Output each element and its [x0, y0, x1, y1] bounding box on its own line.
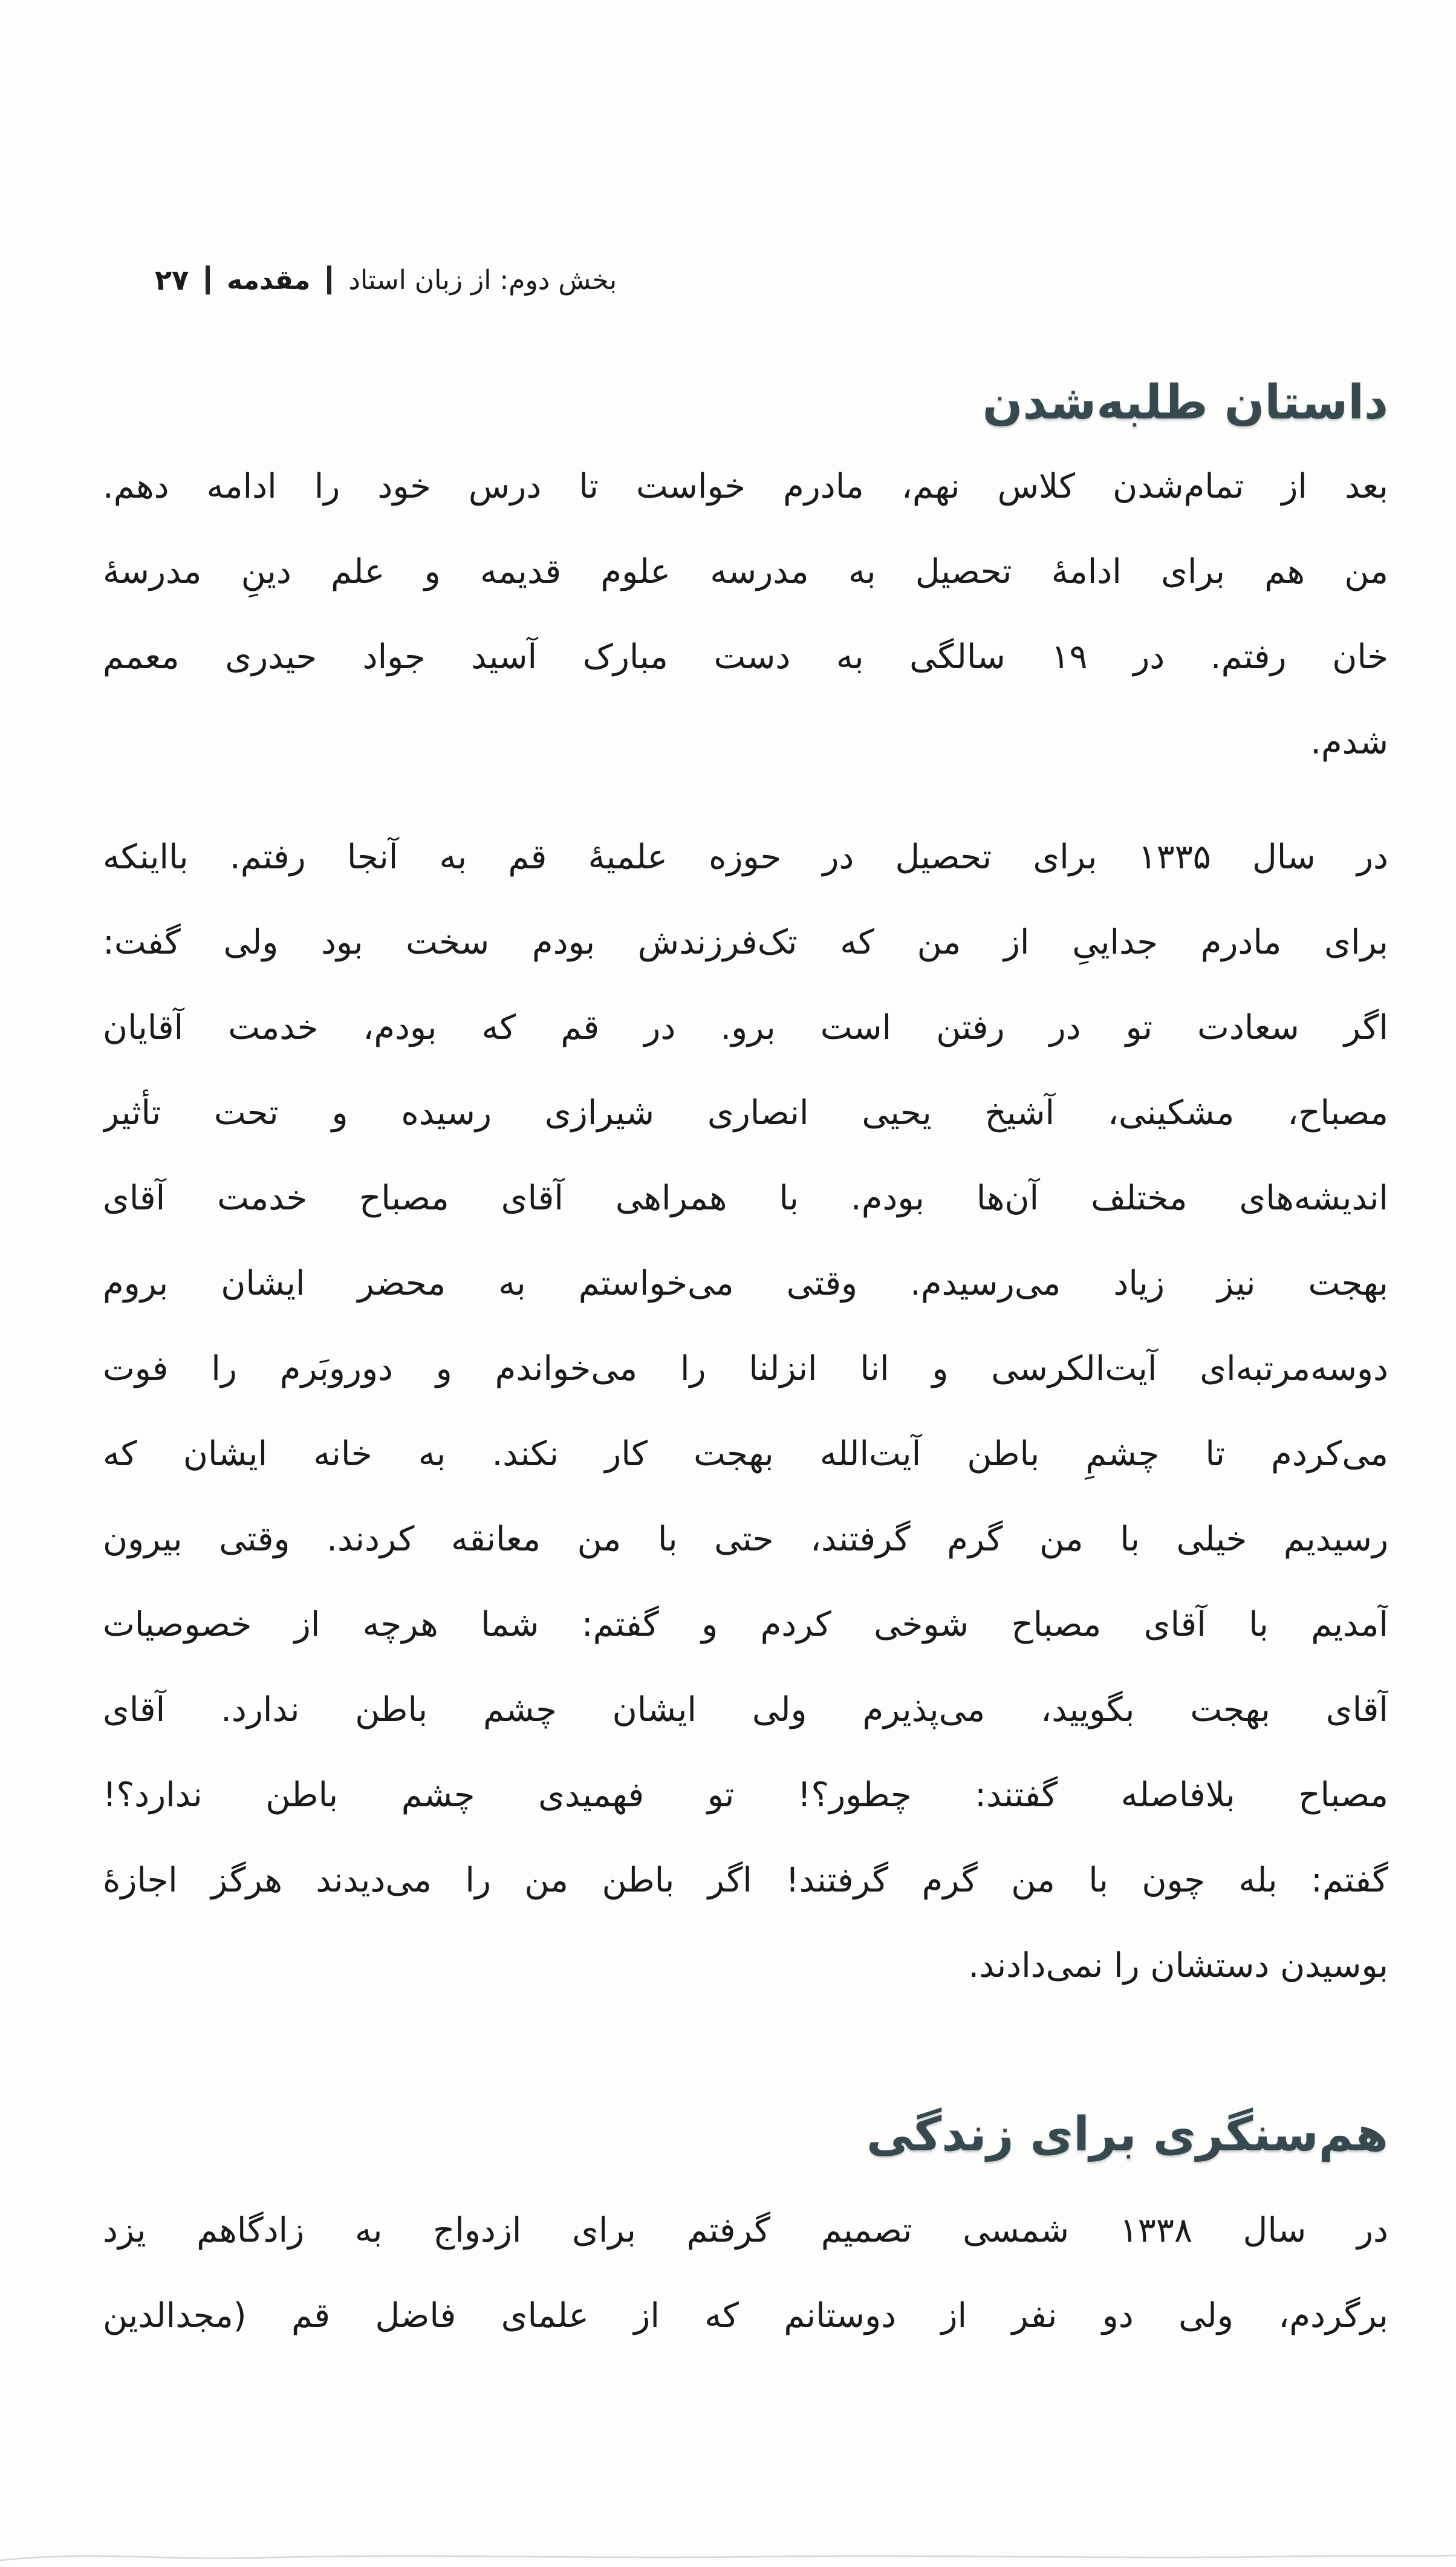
- header-separator-bar: [206, 265, 210, 294]
- body-line: در سال ۱۳۳۸ شمسی تصمیم گرفتم برای ازدواج به زادگاهم یزد: [103, 2211, 1388, 2250]
- section-heading: داستان طلبه‌شدن: [982, 376, 1388, 430]
- body-line: اندیشه‌های مختلف آن‌ها بودم. با همراهی آقای مصباح خدمت آقای: [103, 1179, 1388, 1218]
- body-line: شدم.: [1310, 723, 1388, 762]
- body-line: اگر سعادت تو در رفتن است برو. در قم که بودم، خدمت آقایان: [103, 1008, 1388, 1047]
- running-header: [155, 264, 617, 296]
- header-chapter-label: مقدمه: [227, 264, 311, 296]
- paragraph: [103, 2188, 1388, 2358]
- body-line: در سال ۱۳۳۵ برای تحصیل در حوزه علمیهٔ قم به آنجا رفتم. بااینکه: [103, 838, 1388, 877]
- body-line: بهجت نیز زیاد می‌رسیدم. وقتی می‌خواستم به محضر ایشان بروم: [103, 1264, 1388, 1303]
- page-number: ۲۷: [155, 264, 189, 296]
- body-line: برگردم، ولی دو نفر از دوستانم که از علمای فاضل قم (مجدالدین: [103, 2296, 1388, 2335]
- body-line: بوسیدن دستشان را نمی‌دادند.: [968, 1946, 1388, 1985]
- body-line: بعد از تمام‌شدن کلاس نهم، مادرم خواست تا درس خود را ادامه دهم.: [103, 467, 1388, 506]
- scan-edge-artifact: [0, 2540, 1456, 2567]
- body-line: آمدیم با آقای مصباح شوخی کردم و گفتم: شما هرچه از خصوصیات: [103, 1605, 1388, 1644]
- paragraph: [103, 444, 1388, 785]
- body-line: برای مادرم جداییِ از من که تک‌فرزندش بودم سخت بود ولی گفت:: [103, 923, 1388, 962]
- body-line: خان رفتم. در ۱۹ سالگی به دست مبارک آسید جواد حیدری معمم: [103, 637, 1388, 677]
- paragraph: [103, 815, 1388, 2008]
- header-section-title: بخش دوم: از زبان استاد: [348, 264, 617, 296]
- header-separator-bar: [327, 265, 331, 294]
- body-line: مصباح بلافاصله گفتند: چطور؟! تو فهمیدی چشم باطن ندارد؟!: [103, 1775, 1388, 1815]
- body-line: آقای بهجت بگویید، می‌پذیرم ولی ایشان چشم باطن ندارد. آقای: [103, 1690, 1388, 1729]
- body-line: دوسه‌مرتبه‌ای آیت‌الکرسی و انا انزلنا را می‌خواندم و دوروبَرم را فوت: [103, 1349, 1388, 1388]
- body-line: مصباح، مشکینی، آشیخ یحیی انصاری شیرازی رسیده و تحت تأثیر: [103, 1093, 1388, 1133]
- body-line: می‌کردم تا چشمِ باطن آیت‌الله بهجت کار نکند. به خانه ایشان که: [103, 1434, 1388, 1474]
- body-line: گفتم: بله چون با من گرم گرفتند! اگر باطن من را می‌دیدند هرگز اجازهٔ: [103, 1861, 1388, 1900]
- section-heading: هم‌سنگری برای زندگی: [866, 2107, 1388, 2162]
- body-line: رسیدیم خیلی با من گرم گرفتند، حتی با من معانقه کردند. وقتی بیرون: [103, 1520, 1388, 1559]
- body-line: من هم برای ادامهٔ تحصیل به مدرسه علوم قدیمه و علم دینِ مدرسهٔ: [103, 552, 1388, 591]
